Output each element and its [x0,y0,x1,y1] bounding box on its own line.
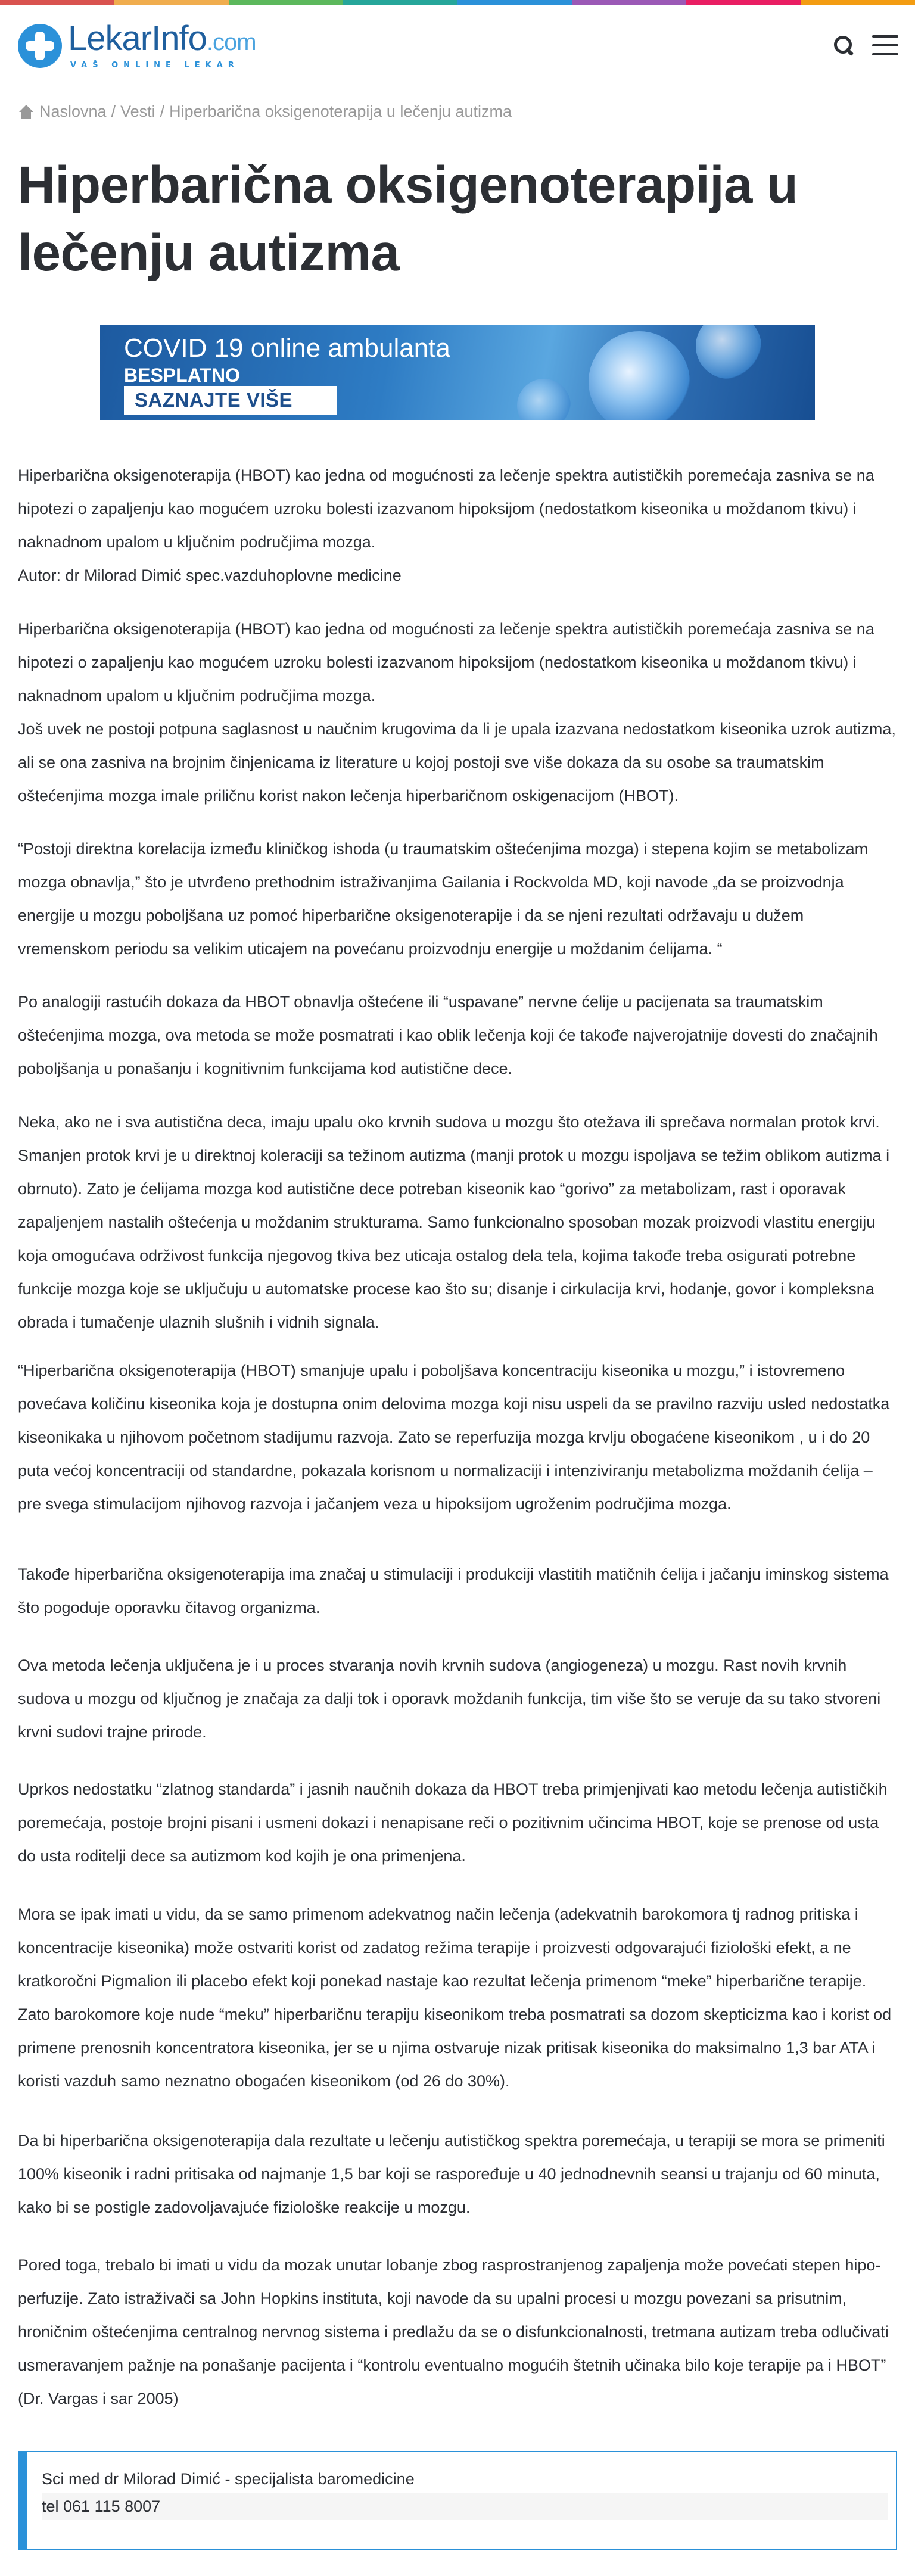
paragraph-text: “Postoji direktna korelacija između kliničkog ishoda (u traumatskim oštećenjima mozga) i stepena kojim se metabolizam mozga obnavlja,” što je utvrđeno prethodnim istraživanjima Gailania i Rockvolda MD, koji navode „da se proizvodnja energije u mozgu poboljšana uz pomoć hiperbarične oksigenoterapije i da se njeni rezultati održavaju u dužem vremenskom periodu sa velikim uticajem na povećanu proizvodnju energije u moždanim ćelijama. “ [18,840,869,958]
article-paragraph-9 [18,1898,897,2098]
logo-text [68,21,256,70]
paragraph-text: Još uvek ne postoji potpuna saglasnost u naučnim krugovima da li je upala izazvana nedostatkom kiseonika uzrok autizma, ali se ona zasniva na brojnim činjenicama iz literature u kojoj postoji sve više dokaza da su osobe sa traumatskim oštećenjima mozga imale priličnu korist nakon lečenja hiperbaričnom oskigenacijom (HBOT). [18,720,896,805]
breadcrumb-separator: / [160,102,165,120]
article-paragraph-10 [18,2124,897,2224]
article-paragraph-8 [18,1773,897,1873]
paragraph-text: Takođe hiperbarična oksigenoterapija ima značaj u stimulaciji i produkciji vlastitih matičnih ćelija i jačanju iminskog sistema što pogoduje oporavku čitavog organizma. [18,1565,889,1616]
top-color-stripe [0,0,915,5]
home-icon[interactable] [18,105,35,119]
stripe-segment [229,0,343,5]
banner-headline: COVID 19 online ambulanta [124,334,450,363]
breadcrumb-section-link[interactable]: Vesti [120,102,155,120]
paragraph-text: Hiperbarična oksigenoterapija (HBOT) kao jedna od mogućnosti za lečenje spektra autističkih poremećaja zasniva se na hipotezi o zapaljenju kao mogućem uzroku bolesti izazvanom hipoksijom (nedostatkom kiseonika u moždanom tkivu) i naknadnom upalom u ključnim područjima mozga. [18,620,874,705]
logo-name-part3: .com [206,29,256,55]
medical-cross-icon [18,24,62,68]
author-signature-box [18,2451,897,2550]
article-paragraph-3 [18,985,897,1085]
stripe-segment [114,0,229,5]
banner-learn-more-button[interactable]: SAZNAJTE VIŠE [124,386,337,415]
site-header [0,5,915,82]
header-actions [833,35,898,56]
virus-illustration [696,325,761,379]
virus-illustration [517,379,571,420]
covid-ambulance-banner[interactable] [100,325,815,420]
article-intro [18,459,897,592]
paragraph-text: “Hiperbarična oksigenoterapija (HBOT) smanjuje upalu i poboljšava koncentraciju kiseonika u mozgu,” i istovremeno povećava količinu kiseonika koja je dostupna onim delovima mozga koji nisu uspeli da se pravilno razviju usled nedostatka kiseonikaka u njihovom početnom stadijumu razvoja. Zato se reperfuzija mozga krvlju obogaćene kiseonikom , u i do 20 puta većoj koncentraciji od standardne, pokazala korisnom u normalizaciji i intenziviranju metabolizma moždanih ćelija – pre svega stimulacijom njihovog razvoja i jačanjem veza u hipoksijom ugroženim područjima mozga. [18,1362,890,1513]
stripe-segment [0,0,114,5]
breadcrumb-home-link[interactable]: Naslovna [39,102,107,120]
article-paragraph-6 [18,1558,897,1624]
paragraph-text: Po analogiji rastućih dokaza da HBOT obnavlja oštećene ili “uspavane” nervne ćelije u pacijenata sa traumatskim oštećenjima mozga, ova metoda se može posmatrati i kao oblik lečenja koji će takođe najverojatnije dovesti do značajnih poboljšanja u ponašanju i kognitivnim funkcijama kod autistične dece. [18,993,878,1077]
paragraph-text: Neka, ako ne i sva autistična deca, imaju upalu oko krvnih sudova u mozgu što otežava ili sprečava normalan protok krvi. Smanjen protok krvi je u direktnoj koleraciji sa težinom autizma (manji protok u mozgu ispoljava se težim oblikom autizma i obrnuto). Zato je ćelijama mozga kod autistične dece potreban kiseonik kao “gorivo” za metabolizam, rast i oporavak zapaljenjem nastalih oštećenja u moždanim strukturama. Samo funkcionalno sposoban mozak proizvodi vlastitu energiju koja omogućava održivost funkcija njegovog tkiva bez uticaja ostalog dela tela, kojima takođe treba osigurati potrebne funkcije mozga koje se uključuju u automatske procese kao što su; disanje i cirkulacija krvi, hodanje, govor i kompleksna obrada i tumačenje ulaznih slušnih i vidnih signala. [18,1113,890,1331]
virus-illustration [589,331,690,420]
stripe-segment [572,0,686,5]
author-line: Autor: dr Milorad Dimić spec.vazduhoplovne medicine [18,566,402,584]
logo-name [68,21,256,60]
breadcrumb-separator: / [111,102,116,120]
logo-tagline: VAŠ ONLINE LEKAR [70,61,239,70]
hamburger-menu-icon[interactable] [872,35,898,55]
stripe-segment [343,0,458,5]
menu-line [872,53,898,55]
paragraph-text: Ova metoda lečenja uključena je i u proces stvaranja novih krvnih sudova (angiogeneza) u mozgu. Rast novih krvnih sudova u mozgu od ključnog je značaja za dalji tok i oporavk moždanih funkcija, tim više što se veruje da su tako stvoreni krvni sudovi trajne prirode. [18,1656,881,1741]
article-paragraph-1 [18,612,897,812]
stripe-segment [686,0,801,5]
menu-line [872,44,898,46]
article-paragraph-2 [18,832,897,965]
logo-name-part1: Lekar [68,19,152,58]
stripe-segment [801,0,915,5]
paragraph-text: Pored toga, trebalo bi imati u vidu da mozak unutar lobanje zbog rasprostranjenog zapaljenja može povećati stepen hipo-perfuzije. Zato istraživači sa John Hopkins instituta, koji navode da su upalni procesi u mozgu povezani sa prisutnim, hroničnim oštećenjima centralnog nervnog sistema i predlažu da se o disfunkcionalnosti, tretmana autizam treba odlučivati usmeravanjem pažnje na ponašanje pacijenta i “kontrolu eventualno mogućih štetnih učinaka bilo koje terapije pa i HBOT” (Dr. Vargas i sar 2005) [18,2256,889,2407]
stripe-segment [458,0,572,5]
page-title: Hiperbarična oksigenoterapija u lečenju autizma [18,156,798,282]
article-paragraph-11 [18,2248,897,2415]
breadcrumb [18,102,512,121]
paragraph-text: Da bi hiperbarična oksigenoterapija dala rezultate u lečenju autističkog spektra poremećaja, u terapiji se mora se primeniti 100% kiseonik i radni pritisaka od najmanje 1,5 bar koji se raspoređuje u 40 jednodnevnih seansi u trajanju od 60 minuta, kako bi se postigle zadovoljavajuće fiziološke reakcije u mozgu. [18,2132,885,2216]
logo-name-part2: Info [151,19,207,58]
menu-line [872,35,898,38]
intro-paragraph: Hiperbarična oksigenoterapija (HBOT) kao jedna od mogućnosti za lečenje spektra autističkih poremećaja zasniva se na hipotezi o zapaljenju kao mogućem uzroku bolesti izazvanom hipoksijom (nedostatkom kiseonika u moždanom tkivu) i naknadnom upalom u ključnim područjima mozga. [18,466,874,551]
signature-content [42,2465,882,2520]
article-paragraph-4 [18,1105,897,1339]
site-logo[interactable] [18,21,256,70]
signature-name: Sci med dr Milorad Dimić - specijalista baromedicine [42,2470,415,2488]
search-icon[interactable] [833,35,854,56]
signature-phone: tel 061 115 8007 [42,2493,888,2520]
paragraph-text: Uprkos nedostatku “zlatnog standarda” i jasnih naučnih dokaza da HBOT treba primjenjivati kao metodu lečenja autističkih poremećaja, postoje brojni pisani i usmeni dokazi i nenapisane reči o pozitivnim učincima HBOT, koje se prenose od usta do usta roditelji dece sa autizmom kod kojih je ona primenjena. [18,1780,888,1865]
article-paragraph-5 [18,1354,897,1521]
banner-subheadline: BESPLATNO [124,365,240,386]
paragraph-text: Mora se ipak imati u vidu, da se samo primenom adekvatnog način lečenja (adekvatnih barokomora tj radnog pritiska i koncentracije kiseonika) može ostvariti korist od zadatog režima terapije i proizvesti odgovarajući fiziološki efekt, a ne kratkoročni Pigmalion ili placebo efekt koji ponekad nastaje kao rezultat lečenja primenom “meke” hiperbarične terapije. Zato barokomore koje nude “meku” hiperbaričnu terapiju kiseonikom treba posmatrati sa dozom skepticizma kao i korist od primene prenosnih koncentratora kiseonika, jer se u njima ostvaruje nizak pritisak kiseonika do maksimalno 1,3 bar ATA i koristi vazduh samo neznatno obogaćen kiseonikom (od 26 do 30%). [18,1905,892,2090]
article-paragraph-7 [18,1649,897,1749]
breadcrumb-current: Hiperbarična oksigenoterapija u lečenju autizma [169,102,512,120]
